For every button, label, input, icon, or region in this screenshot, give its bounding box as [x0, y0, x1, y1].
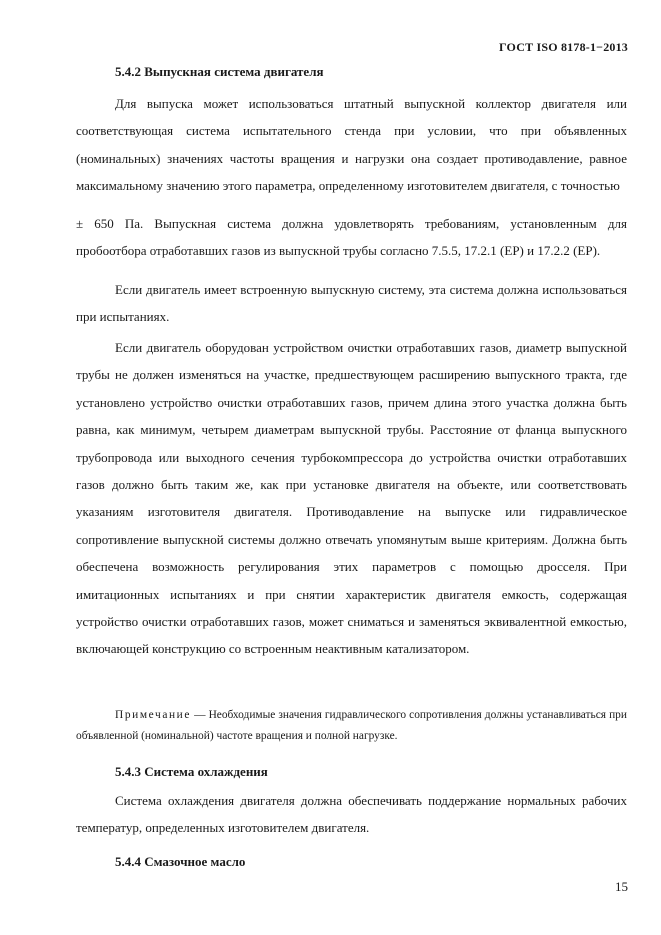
note-dash: —	[191, 709, 209, 721]
standard-header: ГОСТ ISO 8178-1−2013	[499, 40, 628, 54]
note-paragraph	[76, 705, 627, 747]
section-5-4-3	[76, 762, 627, 782]
section-title: 5.4.4 Смазочное масло	[115, 854, 246, 869]
note-text: Необходимые значения гидравлического сопротивления должны устанавливаться при объявленной (номинальной) частоте вращения и полной нагрузке.	[76, 709, 627, 742]
paragraph-text: Система охлаждения двигателя должна обеспечивать поддержание нормальных рабочих температур, определенных изготовителем двигателя.	[76, 793, 627, 836]
section-5-4-2	[76, 62, 627, 82]
paragraph-text: Если двигатель оборудован устройством очистки отработавших газов, диаметр выпускной трубы не должен изменяться на участке, предшествующем расширению выпускного тракта, где установлено устройство очистки отработавших газов, причем длина этого участка должна быть равна, как минимум, четырем диаметрам выпускной трубы. Расстояние от фланца выпускного трубопровода или выходного сечения турбокомпрессора до устройства очистки отработавших газов должно быть таким же, как при установке двигателя на объекте, или соответствовать указаниям изготовителя двигателя. Противодавление на выпуске или гидравлическое сопротивление выпускной системы должно отвечать упомянутым выше критериям. Должна быть обеспечена возможность регулирования этих параметров с помощью дросселя. При имитационных испытаниях и при снятии характеристик двигателя емкость, содержащая устройство очистки отработавших газов, может сниматься и заменяться эквивалентной емкостью, включающей конструкцию со встроенным неактивным катализатором.	[76, 340, 627, 657]
paragraph-text: ± 650 Па. Выпускная система должна удовлетворять требованиям, установленным для пробоотбора отработавших газов из выпускной трубы согласно 7.5.5, 17.2.1 (ЕР) и 17.2.2 (ЕР).	[76, 216, 627, 259]
paragraph-exhaust-2	[76, 276, 627, 331]
page-number: 15	[615, 879, 628, 894]
note-label: Примечание	[115, 709, 192, 721]
section-title: 5.4.3 Система охлаждения	[115, 764, 268, 779]
paragraph-exhaust-3	[76, 334, 627, 663]
paragraph-text: Для выпуска может использоваться штатный выпускной коллектор двигателя или соответствующая система испытательного стенда при условии, что при объявленных (номинальных) значениях частоты вращения и нагрузки она создает противодавление, равное максимальному значению этого параметра, определенному изготовителем двигателя, с точностью	[76, 96, 627, 194]
paragraph-exhaust-1	[76, 90, 627, 200]
paragraph-exhaust-1b	[76, 210, 627, 265]
section-title: 5.4.2 Выпускная система двигателя	[115, 64, 324, 79]
section-5-4-4	[76, 852, 627, 872]
paragraph-text: Если двигатель имеет встроенную выпускную систему, эта система должна использоваться при испытаниях.	[76, 282, 627, 325]
paragraph-cooling	[76, 787, 627, 842]
note-block	[76, 705, 627, 747]
